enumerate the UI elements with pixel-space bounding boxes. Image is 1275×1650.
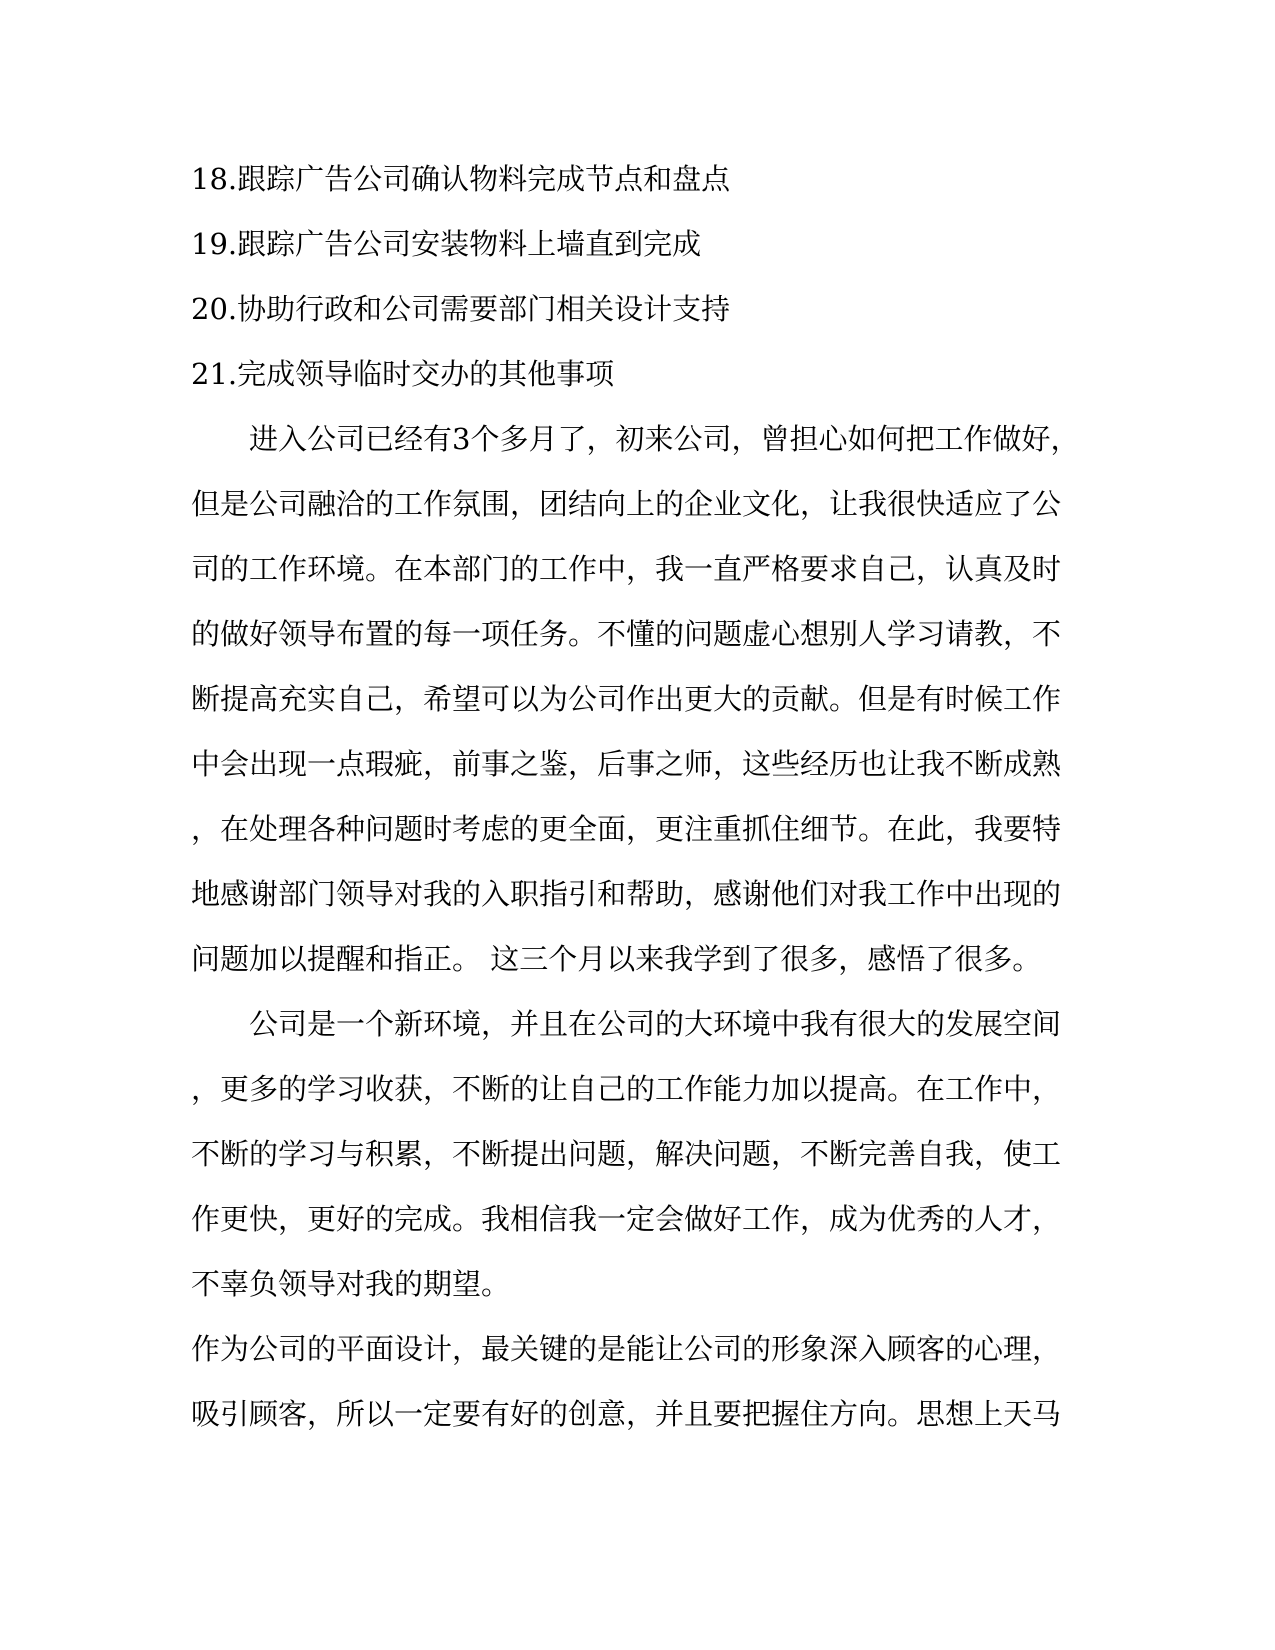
paragraph-1-line-7: ，在处理各种问题时考虑的更全面，更注重抓住细节。在此，我要特 [191, 812, 1062, 846]
paragraph-1-line-5: 断提高充实自己，希望可以为公司作出更大的贡献。但是有时候工作 [191, 682, 1062, 716]
list-item-19: 19.跟踪广告公司安装物料上墙直到完成 [191, 227, 702, 261]
paragraph-2-line-2: ，更多的学习收获，不断的让自己的工作能力加以提高。在工作中， [191, 1072, 1062, 1106]
list-item-21: 21.完成领导临时交办的其他事项 [191, 357, 615, 391]
paragraph-2-line-5: 不辜负领导对我的期望。 [191, 1267, 511, 1301]
document-body [191, 158, 1080, 1458]
paragraph-1-line-1: 进入公司已经有3个多月了，初来公司，曾担心如何把工作做好， [191, 422, 1080, 456]
list-item-18: 18.跟踪广告公司确认物料完成节点和盘点 [191, 162, 731, 196]
paragraph-1-line-9: 问题加以提醒和指正。 这三个月以来我学到了很多，感悟了很多。 [191, 942, 1042, 976]
list-item-20: 20.协助行政和公司需要部门相关设计支持 [191, 292, 731, 326]
paragraph-1-line-3: 司的工作环境。在本部门的工作中，我一直严格要求自己，认真及时 [191, 552, 1062, 586]
paragraph-1-line-2: 但是公司融洽的工作氛围，团结向上的企业文化，让我很快适应了公 [191, 487, 1062, 521]
paragraph-2-line-4: 作更快，更好的完成。我相信我一定会做好工作，成为优秀的人才， [191, 1202, 1062, 1236]
paragraph-3-line-1: 作为公司的平面设计，最关键的是能让公司的形象深入顾客的心理， [191, 1332, 1062, 1366]
paragraph-1-line-4: 的做好领导布置的每一项任务。不懂的问题虚心想别人学习请教，不 [191, 617, 1062, 651]
paragraph-2-line-3: 不断的学习与积累，不断提出问题，解决问题，不断完善自我，使工 [191, 1137, 1062, 1171]
paragraph-3-line-2: 吸引顾客，所以一定要有好的创意，并且要把握住方向。思想上天马 [191, 1397, 1062, 1431]
paragraph-1-line-8: 地感谢部门领导对我的入职指引和帮助，感谢他们对我工作中出现的 [191, 877, 1062, 911]
paragraph-2-line-1: 公司是一个新环境，并且在公司的大环境中我有很大的发展空间 [191, 1007, 1062, 1041]
paragraph-1-line-6: 中会出现一点瑕疵，前事之鉴，后事之师，这些经历也让我不断成熟 [191, 747, 1062, 781]
